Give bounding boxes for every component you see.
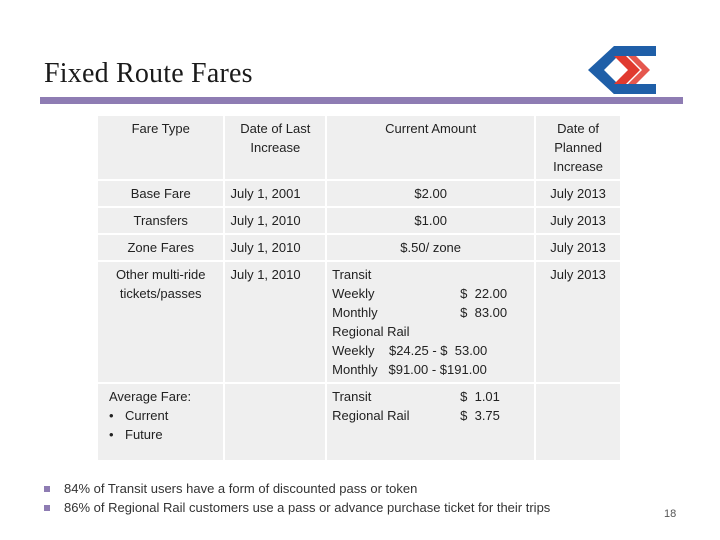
planned-increase-cell: July 2013 — [535, 180, 621, 207]
fare-type-cell: Other multi-ride tickets/passes — [97, 261, 224, 383]
planned-increase-cell — [535, 383, 621, 461]
rail-monthly-line: Monthly $91.00 - $191.00 — [332, 362, 487, 377]
transit-label: Transit — [332, 389, 372, 404]
title-divider — [40, 97, 683, 104]
last-increase-cell: July 1, 2010 — [224, 234, 326, 261]
regional-rail-label: Regional Rail — [332, 324, 410, 339]
transit-weekly-line — [332, 284, 529, 303]
table-header-row — [97, 115, 621, 180]
average-fare-label: Average Fare: — [109, 389, 192, 404]
last-increase-cell: July 1, 2010 — [224, 261, 326, 383]
weekly-label: Weekly — [332, 286, 375, 301]
weekly-value: $ 22.00 — [460, 286, 508, 301]
monthly-value: $ 83.00 — [460, 305, 508, 320]
page-number: 18 — [664, 508, 677, 520]
rail-weekly-line: Weekly $24.25 - $ 53.00 — [332, 343, 488, 358]
transit-monthly-line — [332, 303, 529, 322]
septa-logo-icon — [584, 42, 660, 98]
transit-label: Transit — [332, 267, 372, 282]
average-transit-line — [332, 387, 529, 406]
header-date-planned-increase: Date of Planned Increase — [535, 115, 621, 180]
current-amount-cell: $2.00 — [326, 180, 535, 207]
current-amount-cell: $1.00 — [326, 207, 535, 234]
bullet-list — [44, 479, 550, 517]
table-row — [97, 207, 621, 234]
last-increase-cell: July 1, 2001 — [224, 180, 326, 207]
square-bullet-icon — [44, 505, 50, 511]
average-rail-line — [332, 406, 529, 425]
average-fare-list — [103, 406, 218, 444]
table-row — [97, 180, 621, 207]
fixed-route-fares-table — [96, 114, 622, 462]
bullet-item: 84% of Transit users have a form of discounted pass or token — [44, 479, 550, 498]
average-amount-cell — [326, 383, 535, 461]
table-row-average-fare — [97, 383, 621, 461]
fare-type-cell: Base Fare — [97, 180, 224, 207]
list-item: • Future — [109, 427, 163, 442]
rail-average-value: $ 3.75 — [460, 408, 500, 423]
bullet-item: 86% of Regional Rail customers use a pass or advance purchase ticket for their trips — [44, 498, 550, 517]
table-row — [97, 234, 621, 261]
planned-increase-cell: July 2013 — [535, 207, 621, 234]
planned-increase-cell: July 2013 — [535, 261, 621, 383]
last-increase-cell — [224, 383, 326, 461]
average-fare-cell — [97, 383, 224, 461]
fare-type-cell: Transfers — [97, 207, 224, 234]
fare-type-cell: Zone Fares — [97, 234, 224, 261]
header-current-amount: Current Amount — [326, 115, 535, 180]
square-bullet-icon — [44, 486, 50, 492]
monthly-label: Monthly — [332, 305, 378, 320]
current-amount-cell — [326, 261, 535, 383]
regional-rail-label: Regional Rail — [332, 408, 410, 423]
list-item: • Current — [109, 408, 169, 423]
table-row-multi-ride — [97, 261, 621, 383]
planned-increase-cell: July 2013 — [535, 234, 621, 261]
header-fare-type: Fare Type — [97, 115, 224, 180]
transit-average-value: $ 1.01 — [460, 389, 500, 404]
header-date-last-increase: Date of Last Increase — [224, 115, 326, 180]
current-amount-cell: $.50/ zone — [326, 234, 535, 261]
slide-title: Fixed Route Fares — [44, 58, 253, 89]
last-increase-cell: July 1, 2010 — [224, 207, 326, 234]
